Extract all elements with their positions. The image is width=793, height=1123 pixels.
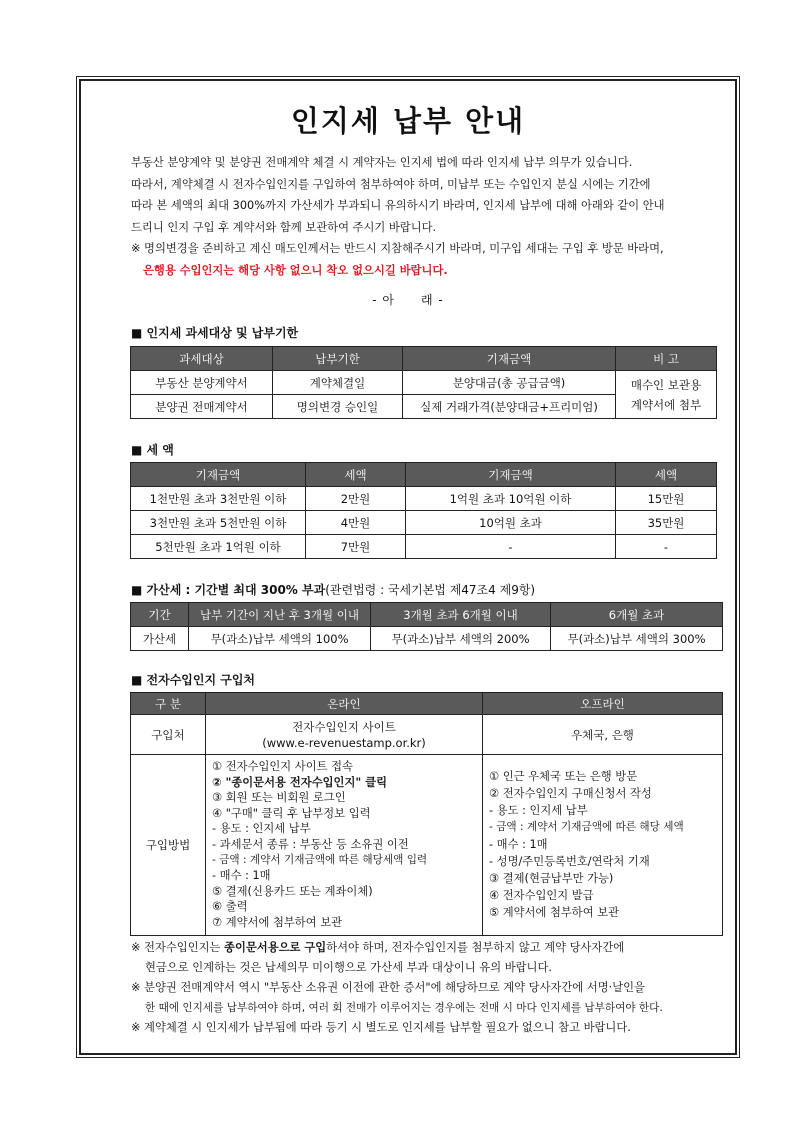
step-item: ⑤ 결제(신용카드 또는 계좌이체) [212, 884, 373, 898]
remark-line: 매수인 보관용 [630, 377, 702, 392]
step-item: - 과세문서 종류 : 부동산 등 소유권 이전 [212, 837, 409, 851]
intro-line: 따라 본 세액의 최대 300%까지 가산세가 부과되니 유의하시기 바라며, 인지세 납부에 대해 아래와 같이 안내 [131, 199, 665, 212]
table-header-row [131, 603, 723, 627]
table-cell: 4만원 [306, 511, 406, 535]
table-cell: 35만원 [616, 511, 717, 535]
table-row [131, 535, 717, 559]
purchase-place-table [130, 692, 723, 936]
step-item: - 용도 : 인지세 납부 [212, 822, 311, 836]
step-item: ⑦ 계약서에 첨부하여 보관 [212, 915, 343, 929]
table-cell: 무(과소)납부 세액의 200% [371, 627, 551, 651]
step-item: - 용도 : 인지세 납부 [489, 804, 588, 818]
step-item: - 금액 : 계약서 기재금액에 따른 해당 세액 [489, 821, 684, 834]
step-item: - 금액 : 계약서 기재금액에 따른 해당세액 입력 [212, 853, 428, 866]
online-site-name: 전자수입인지 사이트 [292, 719, 396, 734]
table-cell: 분양권 전매계약서 [131, 395, 273, 419]
header-cell: 기간 [131, 603, 189, 627]
header-cell: 3개월 초과 6개월 이내 [371, 603, 551, 627]
section1-heading: ■ 인지세 과세대상 및 납부기한 [131, 326, 299, 340]
offline-steps-cell [483, 755, 723, 936]
step-item: ② 전자수입인지 구매신청서 작성 [489, 787, 652, 801]
table-cell: 15만원 [616, 487, 717, 511]
table-cell: 무(과소)납부 세액의 300% [551, 627, 723, 651]
tax-target-table [130, 346, 717, 419]
intro-line: 부동산 분양계약 및 분양권 전매계약 체결 시 계약자는 인지세 법에 따라 인지세 납부 의무가 있습니다. [131, 156, 633, 169]
intro-line: 드리니 인지 구입 후 계약서와 함께 보관하여 주시기 바랍니다. [131, 220, 437, 234]
header-cell: 세액 [306, 463, 406, 487]
table-row [131, 371, 717, 395]
tax-amount-table [130, 462, 717, 559]
page-title: 인지세 납부 안내 [290, 104, 526, 138]
step-item: ③ 회원 또는 비회원 로그인 [212, 791, 346, 805]
table-row [131, 511, 717, 535]
header-cell: 납부 기간이 지난 후 3개월 이내 [189, 603, 371, 627]
online-place-cell [206, 715, 483, 755]
step-item: ① 전자수입인지 사이트 접속 [212, 760, 353, 773]
remark-cell [616, 371, 717, 419]
penalty-tax-table [130, 602, 723, 651]
footnote-continued: 한 때에 인지세를 납부하여야 하며, 여러 회 전매가 이루어지는 경우에는 전매 시 마다 인지세를 납부하여야 한다. [145, 1002, 663, 1014]
online-steps-cell [206, 755, 483, 936]
table-cell: 가산세 [131, 627, 189, 651]
table-cell: 명의변경 승인일 [273, 395, 403, 419]
table-cell: 1억원 초과 10억원 이하 [406, 487, 616, 511]
section2-heading: ■ 세 액 [131, 443, 174, 457]
intro-line: ※ 명의변경을 준비하고 계신 매도인께서는 반드시 지참해주시기 바라며, 미구입 세대는 구입 후 방문 바라며, [131, 242, 664, 255]
table-cell: - [406, 535, 616, 559]
step-item: ⑥ 출력 [212, 900, 248, 914]
section3-heading-bold: ■ 가산세 : 기간별 최대 300% 부과 [131, 583, 326, 597]
header-cell: 기재금액 [403, 347, 616, 371]
footnote-emphasis: 종이문서용으로 구입 [224, 941, 327, 954]
step-item: ④ 전자수입인지 발급 [489, 889, 594, 903]
table-cell: 2만원 [306, 487, 406, 511]
section3-heading [131, 581, 535, 598]
table-row [131, 715, 723, 755]
header-cell: 오프라인 [483, 693, 723, 715]
table-cell: 5천만원 초과 1억원 이하 [131, 535, 306, 559]
header-cell: 구 분 [131, 693, 206, 715]
table-header-row [131, 463, 717, 487]
section3-heading-law: (관련법령 : 국세기본법 제47조4 제9항) [325, 583, 536, 597]
step-item: ④ "구매" 클릭 후 납부정보 입력 [212, 806, 371, 820]
document-body [81, 81, 735, 1053]
online-site-url: (www.e-revenuestamp.or.kr) [262, 735, 426, 750]
table-cell: 10억원 초과 [406, 511, 616, 535]
remark-line: 계약서에 첨부 [630, 397, 702, 412]
step-item: ③ 결제(현금납부만 가능) [489, 872, 614, 886]
header-cell: 비 고 [616, 347, 717, 371]
table-cell: 구입처 [131, 715, 206, 755]
footnote [131, 938, 731, 958]
table-cell: 실제 거래가격(분양대금+프리미엄) [403, 395, 616, 419]
table-cell: 계약체결일 [273, 371, 403, 395]
table-row [131, 627, 723, 651]
table-header-row [131, 347, 717, 371]
header-cell: 6개월 초과 [551, 603, 723, 627]
footnote-text: 하셔야 하며, 전자수입인지를 첨부하지 않고 계약 당사자간에 [326, 941, 625, 954]
intro-line: 따라서, 계약체결 시 전자수입인지를 구입하여 첨부하여야 하며, 미납부 또는 수입인지 분실 시에는 기간에 [131, 177, 651, 191]
header-cell: 기재금액 [131, 463, 306, 487]
table-row [131, 487, 717, 511]
table-cell: 1천만원 초과 3천만원 이하 [131, 487, 306, 511]
step-item: ① 인근 우체국 또는 은행 방문 [489, 770, 638, 784]
table-cell: 부동산 분양계약서 [131, 371, 273, 395]
step-item: - 매수 : 1매 [489, 838, 548, 852]
step-item: ② "종이문서용 전자수입인지" 클릭 [212, 775, 388, 789]
table-cell: 7만원 [306, 535, 406, 559]
table-cell: - [616, 535, 717, 559]
step-item: - 매수 : 1매 [212, 869, 271, 883]
header-cell: 납부기한 [273, 347, 403, 371]
table-header-row [131, 693, 723, 715]
table-cell: 구입방법 [131, 755, 206, 936]
table-cell: 무(과소)납부 세액의 100% [189, 627, 371, 651]
table-row [131, 755, 723, 936]
step-item: ⑤ 계약서에 첨부하여 보관 [489, 906, 620, 920]
arae-divider: - 아 래 - [372, 293, 444, 307]
footnote-continued: 현금으로 인계하는 것은 납세의무 미이행으로 가산세 부과 대상이니 유의 바랍니다. [145, 961, 552, 974]
footnote: ※ 분양권 전매계약서 역시 "부동산 소유권 이전에 관한 증서"에 해당하므로 계약 당사자간에 서명·날인을 [131, 981, 645, 994]
step-item: - 성명/주민등록번호/연락처 기재 [489, 855, 650, 869]
offline-place-cell: 우체국, 은행 [483, 715, 723, 755]
header-cell: 기재금액 [406, 463, 616, 487]
header-cell: 온라인 [206, 693, 483, 715]
footnotes [131, 938, 731, 1038]
table-cell: 3천만원 초과 5천만원 이하 [131, 511, 306, 535]
header-cell: 과세대상 [131, 347, 273, 371]
intro-paragraph [131, 152, 725, 281]
section4-heading: ■ 전자수입인지 구입처 [131, 673, 256, 687]
footnote: ※ 계약체결 시 인지세가 납부됨에 따라 등기 시 별도로 인지세를 납부할 필요가 없으니 참고 바랍니다. [131, 1021, 631, 1034]
footnote-text: ※ 전자수입인지는 [131, 941, 225, 954]
warning-text: 은행용 수입인지는 해당 사항 없으니 착오 없으시길 바랍니다. [143, 263, 448, 277]
header-cell: 세액 [616, 463, 717, 487]
table-cell: 분양대금(총 공급금액) [403, 371, 616, 395]
